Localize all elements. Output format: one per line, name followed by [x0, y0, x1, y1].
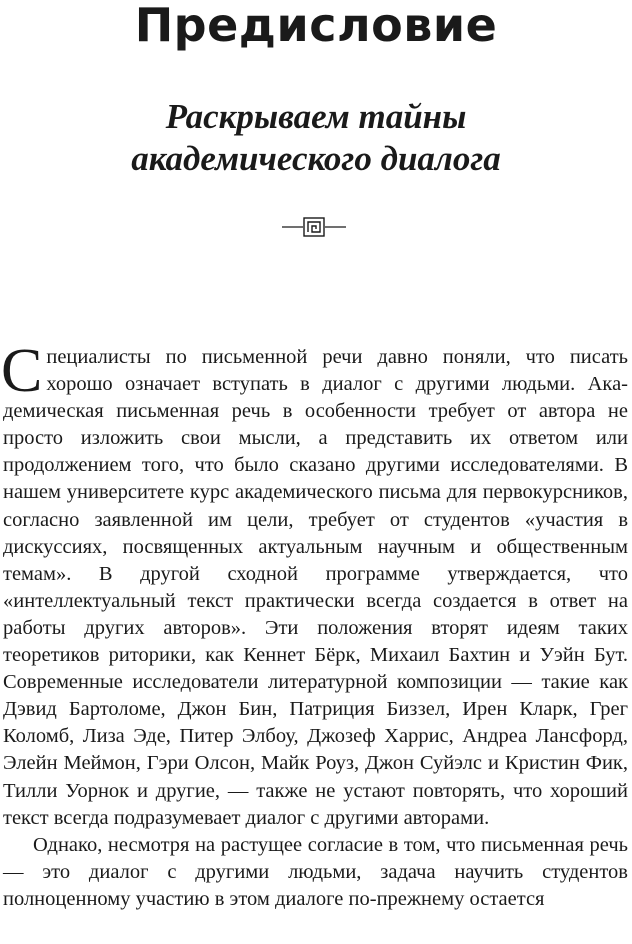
chapter-title: Предисловие: [134, 0, 498, 52]
paragraph-1-text: пециалисты по письменной речи давно поняли, что писать хорошо означает вступать в диалог с другими людьми. Академическая письменная речь в особенности требует от автора не просто изложить свои мысли, а представить их ответом или продолжением того, что было сказано другими исследователями. В нашем университете курс академического письма для первокурсников, согласно заявленной им цели, требует от студентов «участия в дискуссиях, посвященных актуальным научным и общественным темам». В другой сходной программе утверждается, что «интеллектуальный текст практически всегда создается в ответ на работы других авторов». Эти положения вторят идеям таких теоретиков риторики, как Кеннет Бёрк, Михаил Бахтин и Уэйн Бут. Современные исследователи литературной композиции — такие как Дэвид Бартоломе, Джон Бин, Патриция Биззел, Ирен Кларк, Грег Коломб, Лиза Эде, Питер Элбоу, Джозеф Харрис, Андреа Лансфорд, Элейн Меймон, Гэри Олсон, Майк Роуз, Джон Суйэлс и Кристин Фик, Тилли Уорнок и другие, — также не устают повторять, что хороший текст всегда подразумевает диалог с другими авторами.: [3, 346, 628, 829]
subtitle-line-2: академического диалога: [131, 139, 501, 178]
paragraph-2: Однако, несмотря на растущее согласие в том, что письменная речь — это диалог с другими людьми, задача научить студентов полноценному участию в этом диалоге по-прежнему остается: [3, 833, 628, 910]
drop-cap: С: [1, 337, 43, 405]
greek-key-ornament-icon: [282, 216, 346, 238]
paragraph-1: [1, 337, 628, 832]
subtitle-line-1: Раскрываем тайны: [165, 97, 467, 136]
chapter-subtitle: [0, 96, 632, 180]
body-text: [1, 337, 628, 913]
